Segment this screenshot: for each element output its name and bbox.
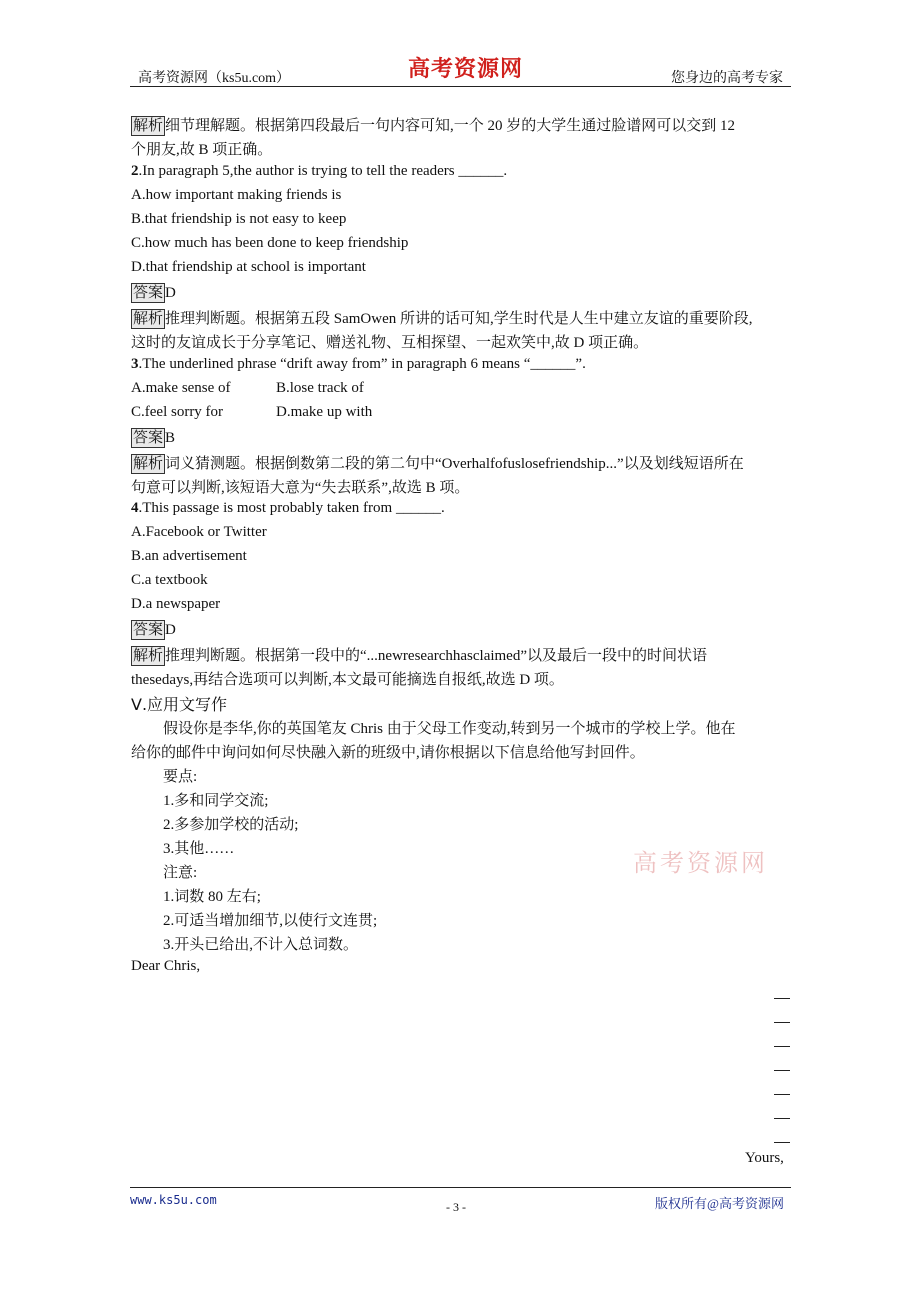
q1-analysis-line-1: 解析 细节理解题。根据第四段最后一句内容可知,一个 20 岁的大学生通过脸谱网可以交到 12 — [133, 118, 736, 134]
q3-analysis-line-1: 解析 词义猜测题。根据倒数第二段的第二句中“Overhalfofuslosefriendship...”以及划线短语所在 — [133, 456, 744, 472]
points-label: 要点: — [163, 769, 198, 785]
q4-option-b: B.an advertisement — [131, 548, 247, 564]
header-site-name: 高考资源网（ks5u.com） — [138, 71, 291, 86]
q4-analysis-line-1: 解析 推理判断题。根据第一段中的“...newresearchhasclaimed”以及最后一段中的时间状语 — [133, 648, 708, 664]
writing-line — [774, 1070, 790, 1071]
q4-option-a: A.Facebook or Twitter — [131, 524, 267, 540]
q3-options-row-1 — [131, 380, 364, 397]
notes-label: 注意: — [163, 865, 198, 881]
answer-tag: 答案 — [133, 285, 164, 301]
note-3: 3.开头已给出,不计入总词数。 — [163, 937, 359, 953]
page-number: - 3 - — [446, 1200, 466, 1214]
q4-analysis-line-2: thesedays,再结合选项可以判断,本文最可能摘选自报纸,故选 D 项。 — [131, 672, 564, 688]
footer-url: www.ks5u.com — [130, 1193, 217, 1207]
q1-analysis-line-2: 个朋友,故 B 项正确。 — [131, 142, 273, 158]
q2-option-a: A.how important making friends is — [131, 187, 342, 203]
watermark-logo: 高考资源网 — [633, 849, 768, 877]
footer-copyright: 版权所有@高考资源网 — [655, 1196, 784, 1211]
q2-analysis-line-2: 这时的友谊成长于分享笔记、赠送礼物、互相探望、一起欢笑中,故 D 项正确。 — [131, 335, 649, 351]
q3-options-row-2 — [131, 404, 372, 421]
point-2: 2.多参加学校的活动; — [163, 817, 299, 833]
q4-answer: 答案 D — [133, 622, 176, 638]
q2-option-b: B.that friendship is not easy to keep — [131, 211, 347, 227]
q3-option-b: B.lose track of — [276, 380, 364, 396]
point-3: 3.其他…… — [163, 841, 235, 857]
page-footer — [130, 1187, 791, 1214]
writing-line — [774, 1118, 790, 1119]
q3-option-c: C.feel sorry for — [131, 404, 224, 420]
analysis-tag: 解析 — [133, 311, 164, 327]
q2-analysis-line-1: 解析 推理判断题。根据第五段 SamOwen 所讲的话可知,学生时代是人生中建立友谊的重要阶段, — [133, 311, 753, 327]
letter-greeting: Dear Chris, — [131, 958, 201, 974]
note-1: 1.词数 80 左右; — [163, 889, 261, 905]
writing-line — [774, 998, 790, 999]
prompt-line-2: 给你的邮件中询问如何尽快融入新的班级中,请你根据以下信息给他写封回件。 — [131, 745, 645, 761]
q4-stem: 4.This passage is most probably taken from ______. — [131, 500, 445, 516]
writing-line — [774, 1022, 790, 1023]
writing-line — [774, 1094, 790, 1095]
q3-analysis-line-2: 句意可以判断,该短语大意为“失去联系”,故选 B 项。 — [131, 480, 470, 496]
analysis-tag: 解析 — [133, 456, 164, 472]
q2-answer: 答案 D — [133, 285, 176, 301]
q2-option-d: D.that friendship at school is important — [131, 259, 366, 275]
q3-option-d: D.make up with — [276, 404, 373, 420]
writing-line — [774, 1046, 790, 1047]
header-logo: 高考资源网 — [408, 56, 524, 82]
answer-tag: 答案 — [133, 622, 164, 638]
header-slogan: 您身边的高考专家 — [671, 71, 783, 86]
prompt-line-1: 假设你是李华,你的英国笔友 Chris 由于父母工作变动,转到另一个城市的学校上学。他在 — [163, 721, 736, 737]
answer-tag: 答案 — [133, 430, 164, 446]
q3-answer: 答案 B — [133, 430, 176, 446]
letter-closing: Yours, — [745, 1150, 784, 1166]
q4-option-d: D.a newspaper — [131, 596, 221, 612]
analysis-tag: 解析 — [133, 648, 164, 664]
q3-stem: 3.The underlined phrase “drift away from” in paragraph 6 means “______”. — [131, 356, 586, 372]
page-header — [130, 58, 791, 87]
point-1: 1.多和同学交流; — [163, 793, 269, 809]
writing-line — [774, 1142, 790, 1143]
q2-stem: 2.In paragraph 5,the author is trying to tell the readers ______. — [131, 163, 508, 179]
note-2: 2.可适当增加细节,以使行文连贯; — [163, 913, 378, 929]
section-title: Ⅴ.应用文写作 — [131, 695, 228, 714]
q3-option-a: A.make sense of — [131, 380, 231, 396]
q2-option-c: C.how much has been done to keep friendship — [131, 235, 409, 251]
q4-option-c: C.a textbook — [131, 572, 208, 588]
analysis-tag: 解析 — [133, 118, 164, 134]
